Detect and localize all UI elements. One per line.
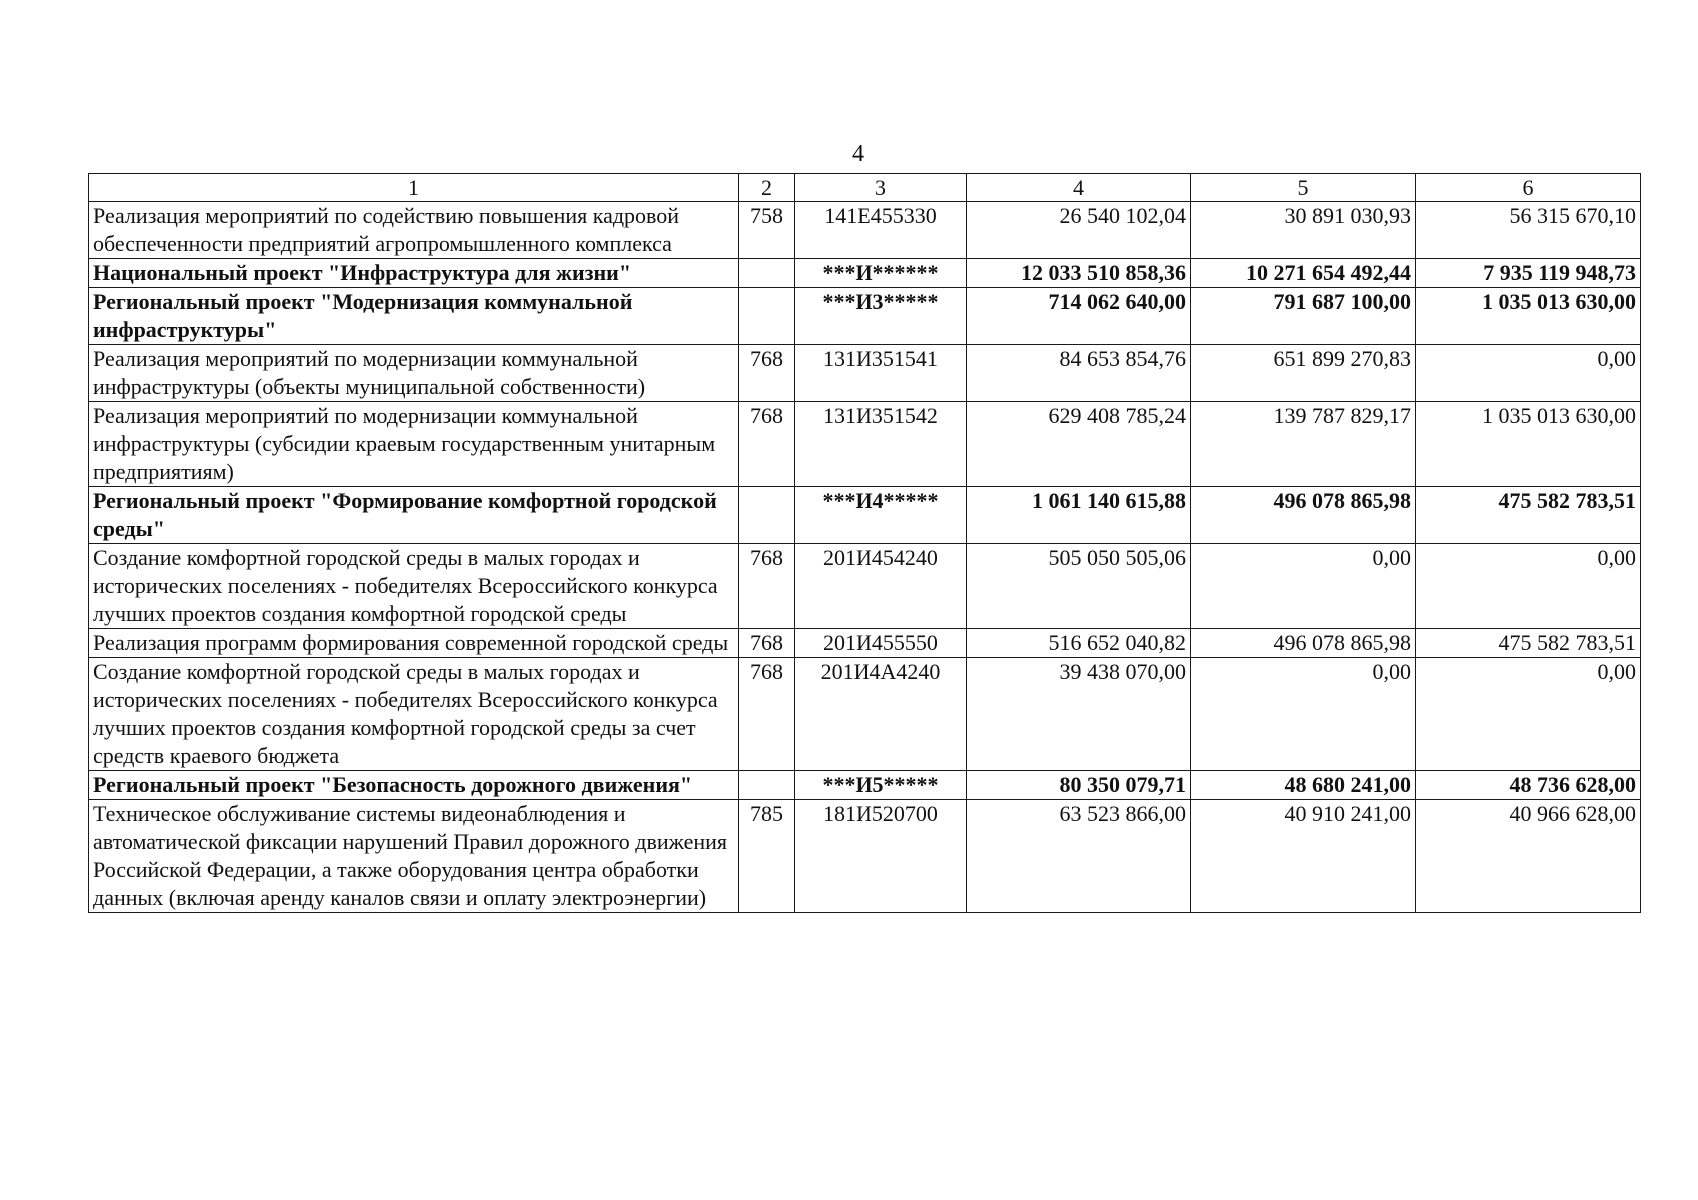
row-name: Национальный проект "Инфраструктура для жизни" <box>89 259 739 288</box>
row-csr: ***И3***** <box>795 288 967 345</box>
row-value-5: 496 078 865,98 <box>1191 487 1416 544</box>
row-code: 758 <box>739 202 795 259</box>
row-value-5: 139 787 829,17 <box>1191 402 1416 487</box>
table-row <box>89 800 1641 913</box>
row-value-5: 0,00 <box>1191 658 1416 771</box>
row-value-5: 40 910 241,00 <box>1191 800 1416 913</box>
row-csr: ***И4***** <box>795 487 967 544</box>
row-code: 768 <box>739 629 795 658</box>
row-value-5: 651 899 270,83 <box>1191 345 1416 402</box>
row-code: 785 <box>739 800 795 913</box>
column-number-row <box>89 174 1641 202</box>
row-name: Создание комфортной городской среды в малых городах и исторических поселениях - победителях Всероссийского конкурса лучших проектов создания комфортной городской среды <box>89 544 739 629</box>
row-name: Реализация мероприятий по модернизации коммунальной инфраструктуры (субсидии краевым государственным унитарным предприятиям) <box>89 402 739 487</box>
row-csr: 201И455550 <box>795 629 967 658</box>
row-value-4: 39 438 070,00 <box>967 658 1191 771</box>
row-value-4: 84 653 854,76 <box>967 345 1191 402</box>
row-value-4: 12 033 510 858,36 <box>967 259 1191 288</box>
table-row-regional-project <box>89 288 1641 345</box>
row-value-5: 0,00 <box>1191 544 1416 629</box>
row-name: Региональный проект "Безопасность дорожного движения" <box>89 771 739 800</box>
row-code <box>739 288 795 345</box>
row-csr: 181И520700 <box>795 800 967 913</box>
row-value-6: 0,00 <box>1416 544 1641 629</box>
row-value-6: 48 736 628,00 <box>1416 771 1641 800</box>
row-code <box>739 771 795 800</box>
column-header: 1 <box>89 174 739 202</box>
row-name: Реализация программ формирования современной городской среды <box>89 629 739 658</box>
row-value-4: 1 061 140 615,88 <box>967 487 1191 544</box>
row-value-6: 475 582 783,51 <box>1416 629 1641 658</box>
page-number: 4 <box>852 141 864 167</box>
row-value-6: 475 582 783,51 <box>1416 487 1641 544</box>
row-name: Региональный проект "Модернизация коммунальной инфраструктуры" <box>89 288 739 345</box>
row-code <box>739 259 795 288</box>
row-value-6: 1 035 013 630,00 <box>1416 402 1641 487</box>
row-value-4: 80 350 079,71 <box>967 771 1191 800</box>
row-code: 768 <box>739 402 795 487</box>
table-row <box>89 544 1641 629</box>
row-name: Создание комфортной городской среды в малых городах и исторических поселениях - победителях Всероссийского конкурса лучших проектов создания комфортной городской среды за счет средств краевого бюджета <box>89 658 739 771</box>
row-value-5: 30 891 030,93 <box>1191 202 1416 259</box>
row-name: Реализация мероприятий по содействию повышения кадровой обеспеченности предприятий агропромышленного комплекса <box>89 202 739 259</box>
row-value-5: 791 687 100,00 <box>1191 288 1416 345</box>
row-csr: ***И5***** <box>795 771 967 800</box>
column-header: 2 <box>739 174 795 202</box>
table-row <box>89 658 1641 771</box>
row-value-5: 10 271 654 492,44 <box>1191 259 1416 288</box>
row-csr: 201И454240 <box>795 544 967 629</box>
column-header: 3 <box>795 174 967 202</box>
row-value-4: 26 540 102,04 <box>967 202 1191 259</box>
row-csr: 141E455330 <box>795 202 967 259</box>
column-header: 6 <box>1416 174 1641 202</box>
row-value-4: 505 050 505,06 <box>967 544 1191 629</box>
row-code: 768 <box>739 345 795 402</box>
row-value-4: 629 408 785,24 <box>967 402 1191 487</box>
row-value-6: 0,00 <box>1416 345 1641 402</box>
row-value-5: 496 078 865,98 <box>1191 629 1416 658</box>
row-value-4: 63 523 866,00 <box>967 800 1191 913</box>
row-value-6: 0,00 <box>1416 658 1641 771</box>
table-row <box>89 202 1641 259</box>
row-csr: ***И****** <box>795 259 967 288</box>
row-csr: 131И351542 <box>795 402 967 487</box>
table-row-regional-project <box>89 487 1641 544</box>
row-name: Реализация мероприятий по модернизации коммунальной инфраструктуры (объекты муниципальной собственности) <box>89 345 739 402</box>
row-code: 768 <box>739 544 795 629</box>
row-name: Региональный проект "Формирование комфортной городской среды" <box>89 487 739 544</box>
row-value-6: 40 966 628,00 <box>1416 800 1641 913</box>
table-row-national-project <box>89 259 1641 288</box>
row-value-4: 714 062 640,00 <box>967 288 1191 345</box>
row-value-6: 56 315 670,10 <box>1416 202 1641 259</box>
row-value-4: 516 652 040,82 <box>967 629 1191 658</box>
table-row <box>89 629 1641 658</box>
table-row-regional-project <box>89 771 1641 800</box>
table-row <box>89 345 1641 402</box>
row-csr: 131И351541 <box>795 345 967 402</box>
column-header: 5 <box>1191 174 1416 202</box>
row-value-6: 7 935 119 948,73 <box>1416 259 1641 288</box>
row-name: Техническое обслуживание системы видеонаблюдения и автоматической фиксации нарушений Правил дорожного движения Российской Федерации, а также оборудования центра обработки данных (включая аренду каналов связи и оплату электроэнергии) <box>89 800 739 913</box>
row-code <box>739 487 795 544</box>
column-header: 4 <box>967 174 1191 202</box>
budget-table <box>88 173 1641 913</box>
row-code: 768 <box>739 658 795 771</box>
row-csr: 201И4А4240 <box>795 658 967 771</box>
table-row <box>89 402 1641 487</box>
row-value-6: 1 035 013 630,00 <box>1416 288 1641 345</box>
row-value-5: 48 680 241,00 <box>1191 771 1416 800</box>
